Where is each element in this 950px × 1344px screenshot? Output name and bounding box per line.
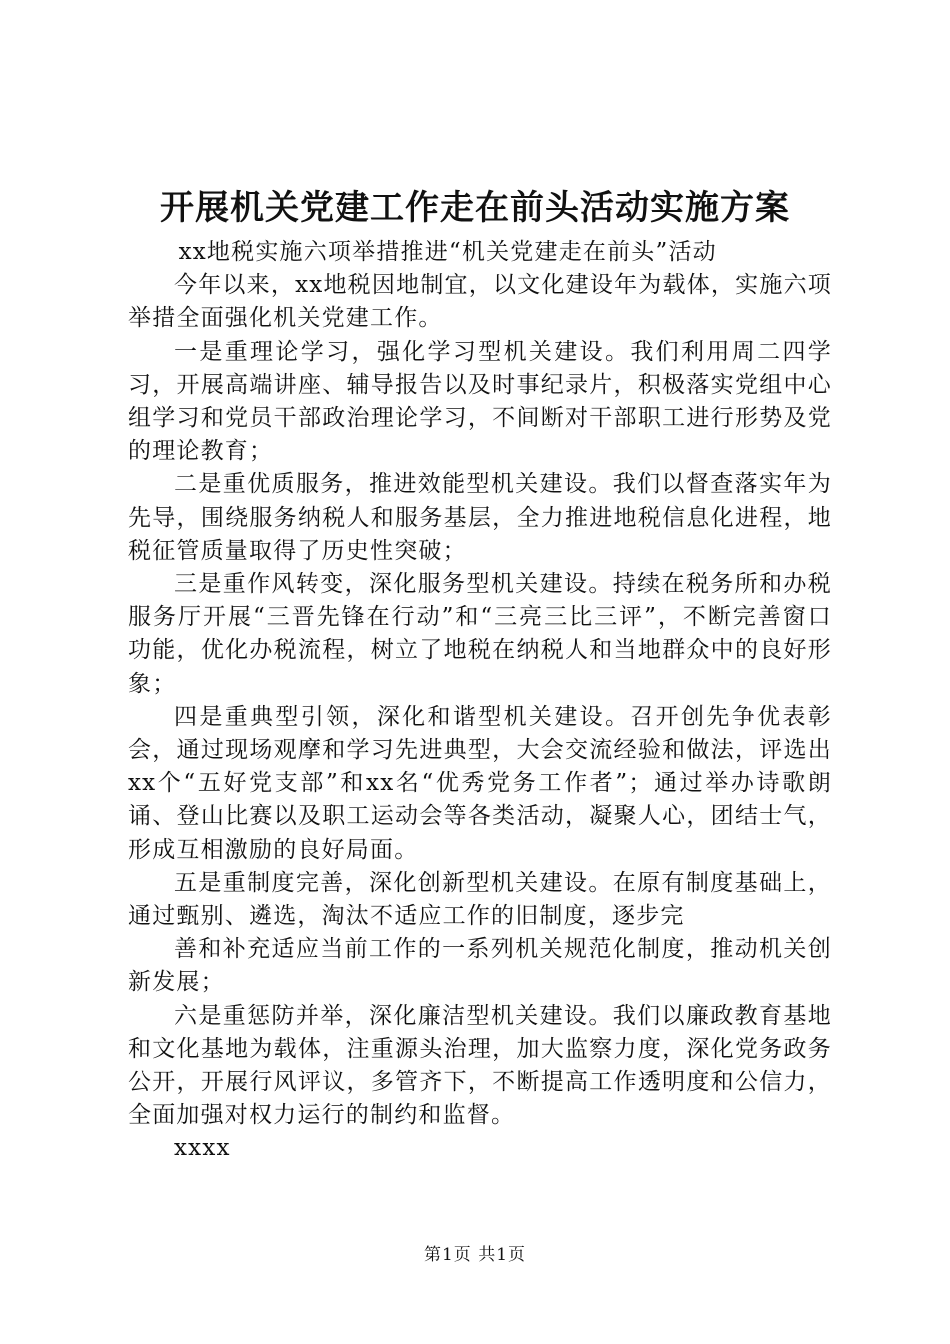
paragraph-measure-3: 三是重作风转变，深化服务型机关建设。持续在税务所和办税服务厅开展“三晋先锋在行动”和“三亮三比三评”，不断完善窗口功能，优化办税流程，树立了地税在纳税人和当地群众中的良好形象； [128, 571, 832, 697]
paragraph-measure-2: 二是重优质服务，推进效能型机关建设。我们以督查落实年为先导，围绕服务纳税人和服务基层，全力推进地税信息化进程，地税征管质量取得了历史性突破； [128, 471, 832, 564]
paragraph-measure-4: 四是重典型引领，深化和谐型机关建设。召开创先争优表彰会，通过现场观摩和学习先进典型，大会交流经验和做法，评选出xx个“五好党支部”和xx名“优秀党务工作者”；通过举办诗歌朗诵、登山比赛以及职工运动会等各类活动，凝聚人心，团结士气，形成互相激励的良好局面。 [128, 703, 832, 863]
document-title: 开展机关党建工作走在前头活动实施方案 [160, 188, 790, 228]
paragraph-intro: 今年以来，xx地税因地制宜，以文化建设年为载体，实施六项举措全面强化机关党建工作。 [128, 272, 832, 332]
paragraph-measure-5-continued: 善和补充适应当前工作的一系列机关规范化制度，推动机关创新发展； [128, 936, 832, 996]
paragraph-measure-1: 一是重理论学习，强化学习型机关建设。我们利用周二四学习，开展高端讲座、辅导报告以及时事纪录片，积极落实党组中心组学习和党员干部政治理论学习，不间断对干部职工进行形势及党的理论教育； [128, 338, 832, 465]
paragraph-measure-5: 五是重制度完善，深化创新型机关建设。在原有制度基础上，通过甄别、遴选，淘汰不适应工作的旧制度，逐步完 [128, 869, 832, 930]
document-body [128, 236, 832, 1166]
document-signature: xxxx [174, 1135, 231, 1162]
page-number-footer: 第1页 共1页 [423, 1245, 527, 1265]
paragraph-measure-6: 六是重惩防并举，深化廉洁型机关建设。我们以廉政教育基地和文化基地为载体，注重源头治理，加大监察力度，深化党务政务公开，开展行风评议，多管齐下，不断提高工作透明度和公信力，全面加强对权力运行的制约和监督。 [128, 1002, 832, 1129]
document-subtitle: xx地税实施六项举措推进“机关党建走在前头”活动 [178, 239, 717, 265]
